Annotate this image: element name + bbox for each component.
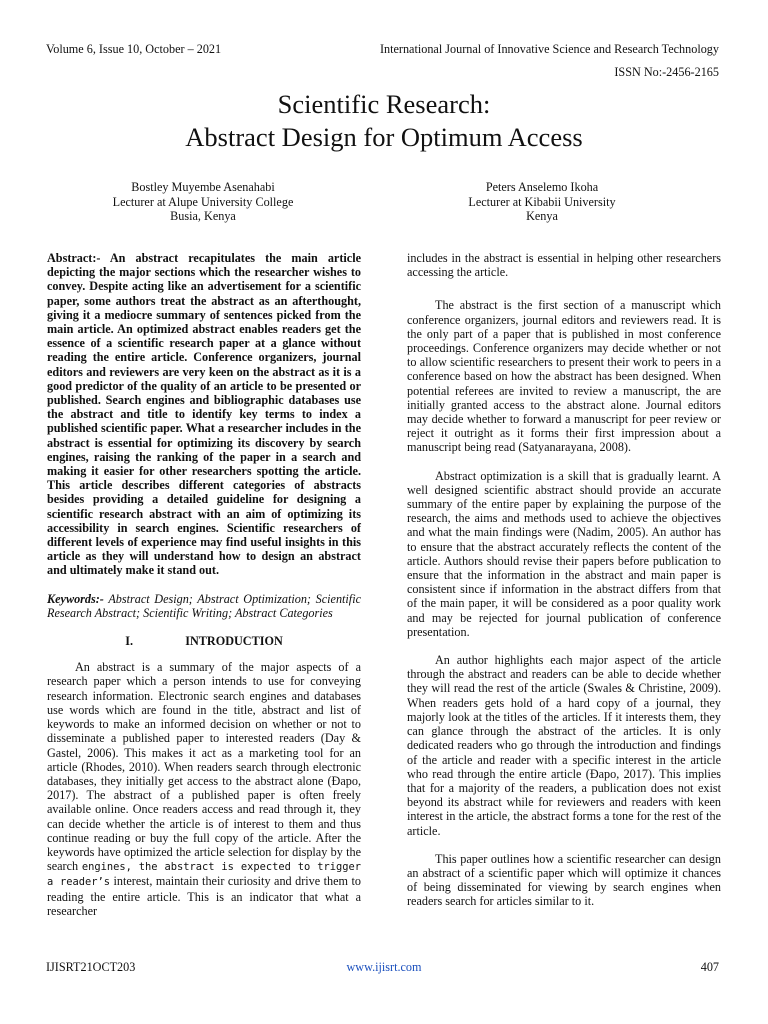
body-paragraph: Abstract optimization is a skill that is gradually learnt. A well designed scientific abstract should provide an accurate summary of the entire paper by explaining the purpose of the research, the aims and methods used to achieve the objectives and what the main findings were (Nadim, 2005). An author has to ensure that the abstract accurately reflects the content of the article. Authors should revise their papers before publication to ensure that the information in the abstract and main paper is consistent since if information in the abstract differs from that of the main paper, it will be considered as a poor quality work and may be rejected for journal publication of conference presentation. [407,468,721,639]
body-paragraph: The abstract is the first section of a manuscript which conference organizers, journal editors and reviewers read. It is the only part of a paper that is published in most conference proceedings. Conference organizers may decide whether or not to allow scientific researchers to present their work to peers in a conference based on how the abstract has been designed. When potential referees are invited to review a manuscript, the are initially granted access to the abstract alone. Journal editors may decide whether to forward a manuscript for peer review or reject it outright as it forms their first impression about a manuscript being read (Satyanarayana, 2008). [407,298,721,455]
title-line-2: Abstract Design for Optimum Access [185,122,583,152]
abstract [47,251,361,578]
section-number: I. [125,634,134,649]
keywords [47,592,361,620]
journal-volume: Volume 6, Issue 10, October – 2021 [46,42,222,56]
intro-text-1: An abstract is a summary of the major aspects of a research paper which a person intends to use for conveying research information. Electronic search engines and databases use words which are found in the title, abstract and list of keywords to make an informed decision on whether or not to disseminate a published paper to interested readers (Day & Gastel, 2006). This makes it act as a marketing tool for an article (Rhodes, 2010). When readers search through electronic databases, they initially get access to the abstract alone (Đapo, 2017). The abstract of a published paper is often freely available online. Once readers access and read through it, they can decide whether the article is of interest to them and thus continue reading or buy the full copy of the article. After the keywords have optimized the article selection for display by the search [47,660,361,874]
author-name: Peters Anselemo Ikoha [485,180,599,194]
right-column [407,251,721,909]
intro-text-2: interest, maintain their curiosity and drive them to reading the entire article. This is an indicator that what a researcher [47,874,361,918]
body-paragraph: This paper outlines how a scientific researcher can design an abstract of a scientific paper which will optimize it chances of being disseminated for viewing by search engines when readers search for articles similar to it. [407,851,721,909]
keywords-text: Abstract Design; Abstract Optimization; Scientific Research Abstract; Scientific Writing; Abstract Categories [47,591,361,620]
keywords-label: Keywords:- [47,591,104,606]
paper-title [0,88,768,154]
author-affiliation: Lecturer at Alupe University College [112,194,294,209]
intro-paragraph [47,660,361,918]
section-title: INTRODUCTION [185,634,283,649]
author-name: Bostley Muyembe Asenahabi [131,180,275,194]
paper-id: IJISRT21OCT203 [46,960,136,974]
title-line-1: Scientific Research: [277,89,491,119]
author-location: Busia, Kenya [170,209,236,224]
author-block-1 [58,180,348,224]
issn: ISSN No:-2456-2165 [614,65,719,79]
author-location: Kenya [526,209,558,224]
author-affiliation: Lecturer at Kibabii University [468,194,616,209]
page-number: 407 [700,960,719,974]
journal-name: International Journal of Innovative Science and Research Technology [379,42,719,56]
left-column [47,251,361,918]
abstract-text: An abstract recapitulates the main article depicting the major sections which the researcher wishes to convey. Despite acting like an advertisement for a scientific paper, some authors treat the abstract as an afterthought, giving it a mediocre summary of sentences picked from the main article. An optimized abstract enables readers get the essence of a scientific research paper at a glance without reading the entire article. Conference organizers, journal editors and reviewers are very keen on the abstract as it is a good predictor of the quality of an article to be presented or published. Search engines and bibliographic databases use the abstract and title to identify key terms to index a published scientific paper. What a researcher includes in the abstract is essential for optimizing its discovery by search engines, raising the ranking of the paper in a search and making it easier for other researchers spotting the article. This article describes different categories of abstracts besides providing a detailed guideline for designing a scientific research abstract with an aim of optimizing its accessibility in search engines. Scientific researchers of different levels of experience may find useful insights in this article as they will understand how to design an abstract and ultimately make it stand out. [47,251,361,578]
author-block-2 [397,180,687,224]
section-heading [47,634,361,648]
abstract-label: Abstract:- [47,251,101,265]
body-paragraph: includes in the abstract is essential in helping other researchers accessing the article. [407,251,721,280]
journal-website-link[interactable]: www.ijisrt.com [346,960,422,974]
body-paragraph: An author highlights each major aspect of the article through the abstract and readers can be able to decide whether they will read the rest of the article (Swales & Christine, 2009). When readers gets hold of a hard copy of a journal, they majorly look at the titles of the articles. If it interests them, they can glance through the abstract of the articles. It is only dedicated readers who go through the introduction and findings of the article and reader with a specific interest in the article who read through the entire article (Đapo, 2017). This implies that for a majority of the readers, a publication does not exist beyond its abstract while for reviewers and readers with keen interest in the article, the abstract forms a tone for the rest of the article. [407,653,721,838]
intro-text-mono: engines, the abstract is expected to trigger a reader’s [47,861,361,889]
